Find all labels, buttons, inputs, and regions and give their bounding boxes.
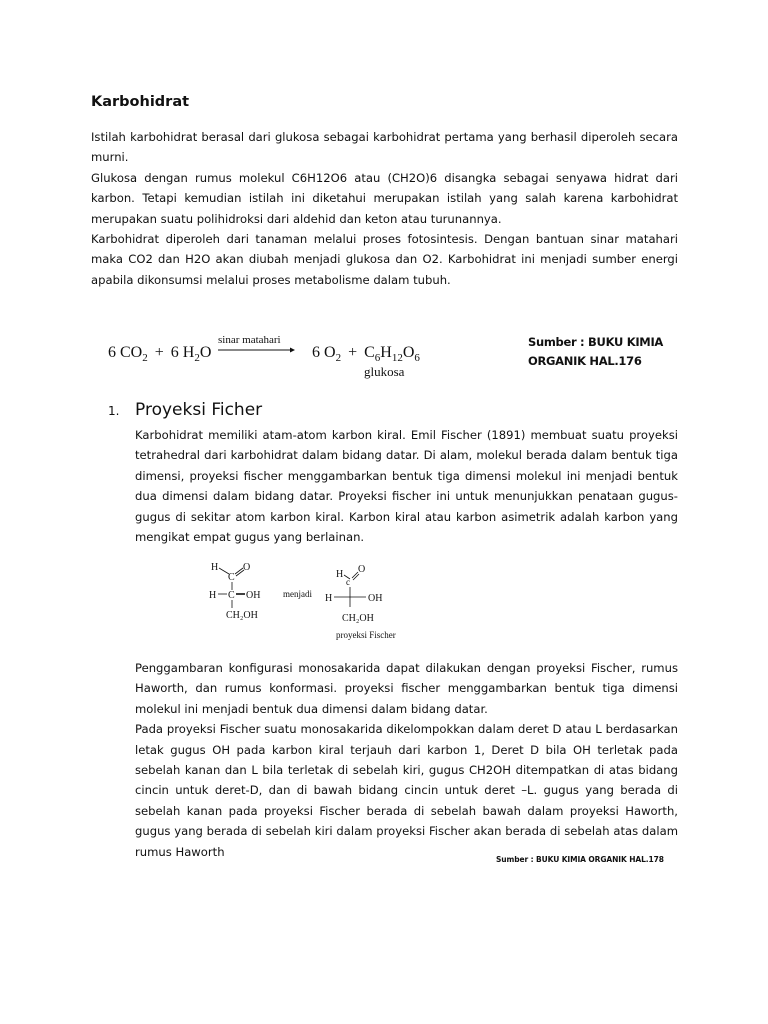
structure-left (209, 562, 260, 621)
plus-sign: + (154, 344, 164, 361)
svg-text:H: H (325, 593, 333, 604)
section-text-continued (135, 658, 678, 862)
svg-text:O: O (243, 562, 251, 573)
svg-text:c: c (346, 577, 350, 587)
photosynthesis-equation (108, 330, 438, 380)
intro-text (91, 127, 678, 290)
svg-text:OH: OH (368, 593, 383, 604)
svg-text:CH₂OH: CH₂OH (226, 610, 258, 621)
diagram-caption: proyeksi Fischer (336, 630, 396, 640)
svg-text:O: O (358, 564, 366, 575)
svg-text:C: C (228, 572, 235, 583)
source-citation: Sumber : BUKU KIMIA ORGANIK HAL.176 (528, 335, 664, 368)
intro-paragraph: Glukosa dengan rumus molekul C6H12O6 atau (CH2O)6 disangka sebagai senyawa hidrat dari karbon. Tetapi kemudian istilah ini diketahui merupakan istilah yang salah karena karbohidrat merupakan suatu polihidroksi dari aldehid dan keton atau turunannya. (91, 170, 678, 226)
structure-right (325, 564, 396, 640)
arrow-label: sinar matahari (218, 334, 281, 346)
product-glucose: C (364, 344, 375, 361)
arrow-text: menjadi (283, 589, 312, 599)
section-paragraph: Pada proyeksi Fischer suatu monosakarida dikelompokkan dalam deret D atau L berdasarkan letak gugus OH pada karbon kiral terjauh dari karbon 1, Deret D bila OH terletak pada sebelah kanan dan L bila terletak di sebelah kiri, gugus CH2OH ditempatkan di atas bidang cincin untuk deret-D, dan di bawah bidang cincin untuk deret –L. gugus yang berada di sebelah kanan pada proyeksi Fischer berada di sebelah bawah dalam proyeksi Haworth, gugus yang berada di sebelah kiri dalam proyeksi Fischer akan berada di sebelah atas dalam rumus Haworth (135, 722, 678, 859)
intro-paragraph: Istilah karbohidrat berasal dari glukosa sebagai karbohidrat pertama yang berhasil diperoleh secara murni. (91, 130, 678, 165)
source-citation-footer: Sumber : BUKU KIMIA ORGANIK HAL.178 (496, 855, 664, 864)
svg-text:H: H (336, 569, 344, 580)
plus-sign: + (348, 344, 358, 361)
reactant-h2o: 6 H (170, 344, 195, 361)
fischer-projection-diagram (200, 558, 420, 648)
svg-text:6 CO2+6 H2O: 6 $CO_2 + 6$ $H_2O$ (108, 344, 212, 364)
intro-paragraph: Karbohidrat diperoleh dari tanaman melalui proses fotosintesis. Dengan bantuan sinar matahari maka CO2 dan H2O akan diubah menjadi glukosa dan O2. Karbohidrat ini menjadi sumber energi apabila dikonsumsi melalui proses metabolisme dalam tubuh. (91, 232, 678, 287)
svg-text:6 O2+C6H12O6: 6 $O_2 + C_6H_{12}O_6$ (312, 344, 420, 364)
reaction-arrow-head (290, 348, 295, 353)
svg-text:H: H (211, 562, 219, 573)
section-paragraph: Karbohidrat memiliki atam-atom karbon kiral. Emil Fischer (1891) membuat suatu proyeksi tetrahedral dari karbohidrat dalam bidang datar. Di alam, molekul berada dalam bentuk tiga dimensi, proyeksi fischer menggambarkan bentuk tiga dimensi molekul ini menjadi bentuk dua dimensi dalam bidang datar. Proyeksi fischer ini untuk menunjukkan penataan gugus-gugus di sekitar atom karbon kiral. Karbon kiral atau karbon asimetrik adalah karbon yang mengikat empat gugus yang berlainan. (135, 428, 678, 545)
document-title: Karbohidrat (91, 94, 190, 110)
svg-text:CH₂OH: CH₂OH (342, 613, 374, 624)
svg-text:C: C (228, 590, 235, 601)
svg-text:H: H (209, 590, 217, 601)
section-title: Proyeksi Ficher (135, 400, 263, 420)
reactant-co2: 6 CO (108, 344, 143, 361)
section-number: 1. (108, 404, 120, 418)
svg-text:OH: OH (246, 590, 261, 601)
section-paragraph: Penggambaran konfigurasi monosakarida dapat dilakukan dengan proyeksi Fischer, rumus Haworth, dan rumus konformasi. proyeksi fischer menggambarkan bentuk tiga dimensi molekul ini menjadi bentuk dua dimensi dalam bidang datar. (135, 661, 678, 716)
glucose-label: glukosa (364, 364, 405, 379)
product-o2: 6 O (312, 344, 336, 361)
